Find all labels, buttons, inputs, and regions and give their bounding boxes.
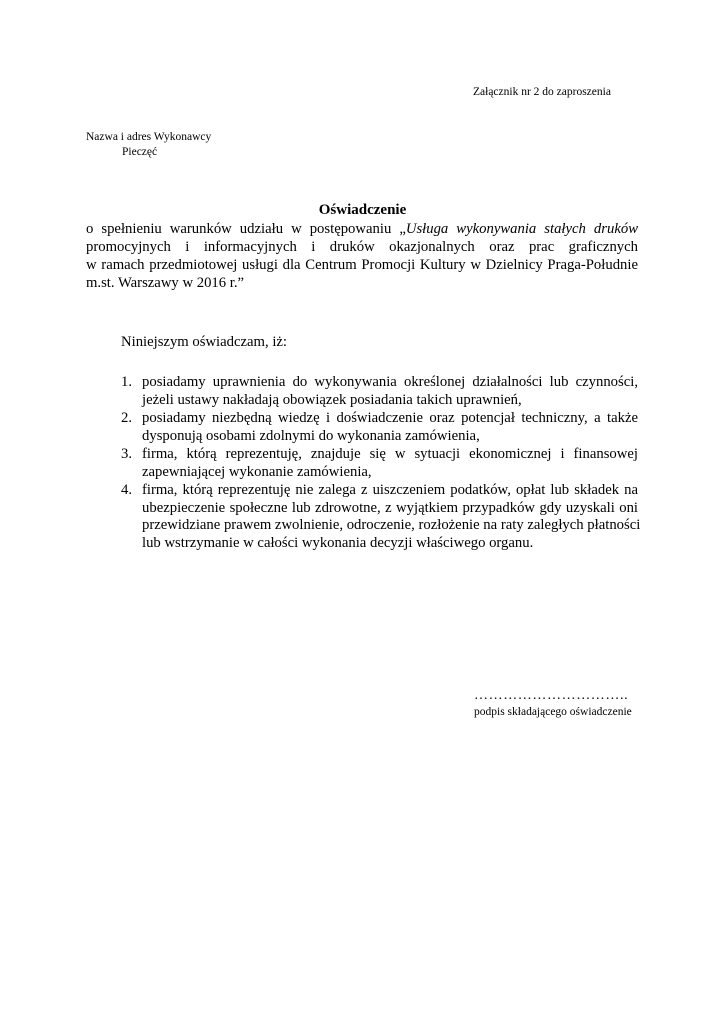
declaration-item-2 — [121, 410, 638, 445]
declaration-item-4 — [121, 482, 641, 552]
contractor-name-label: Nazwa i adres Wykonawcy — [86, 131, 212, 143]
declaration-text — [142, 446, 638, 481]
declarations-list — [121, 374, 641, 553]
declaration-line: dysponują osobami zdolnymi do wykonania zamówienia, — [142, 427, 480, 444]
declaration-line: posiadamy niezbędną wiedzę i doświadczenie oraz potencjał techniczny, a także — [142, 410, 638, 426]
declaration-line: zapewniającej wykonanie zamówienia, — [142, 463, 372, 480]
declaration-line: jeżeli ustawy nakładają obowiązek posiadania takich uprawnień, — [142, 391, 522, 408]
declaration-item-3 — [121, 446, 638, 481]
declaration-intro: Niniejszym oświadczam, iż: — [121, 334, 288, 350]
declaration-text — [142, 482, 641, 552]
declaration-line: przewidziane prawem zwolnienie, odroczenie, rozłożenie na raty zaległych płatności — [142, 517, 641, 533]
document-title: Oświadczenie — [318, 202, 407, 218]
declaration-line: posiadamy uprawnienia do wykonywania określonej działalności lub czynności, — [142, 374, 638, 390]
subject-line-1-plain: o spełnieniu warunków udziału w postępowaniu „ — [86, 221, 406, 237]
declaration-number: 1. — [121, 374, 133, 390]
subject-line-4: m.st. Warszawy w 2016 r.” — [86, 275, 245, 291]
declaration-text — [142, 374, 638, 409]
declaration-number: 3. — [121, 446, 133, 462]
declaration-item-1 — [121, 374, 638, 409]
declaration-number: 4. — [121, 482, 133, 498]
annex-note: Załącznik nr 2 do zaproszenia — [473, 86, 611, 98]
subject-line-1-italic: Usługa wykonywania stałych druków — [405, 221, 638, 237]
signature-label: podpis składającego oświadczenie — [474, 706, 632, 718]
signature-line: ………………………….. — [474, 688, 629, 703]
stamp-label: Pieczęć — [122, 146, 158, 158]
subject-line-2: promocyjnych i informacyjnych i druków okazjonalnych oraz prac graficznych — [86, 239, 638, 255]
subject-paragraph — [86, 220, 638, 292]
subject-line-1 — [86, 220, 638, 238]
declaration-text — [142, 410, 638, 445]
subject-line-3: w ramach przedmiotowej usługi dla Centrum Promocji Kultury w Dzielnicy Praga-Południe — [86, 257, 638, 273]
declaration-line: lub wstrzymanie w całości wykonania decyzji właściwego organu. — [142, 534, 534, 551]
contractor-block — [86, 130, 211, 160]
declaration-number: 2. — [121, 410, 133, 426]
declaration-line: firma, którą reprezentuję nie zalega z uiszczeniem podatków, opłat lub składek na — [142, 482, 638, 498]
declaration-line: firma, którą reprezentuję, znajduje się w sytuacji ekonomicznej i finansowej — [142, 446, 638, 462]
declaration-line: ubezpieczenie społeczne lub zdrowotne, z wyjątkiem przypadków gdy uzyskali oni — [142, 499, 638, 516]
